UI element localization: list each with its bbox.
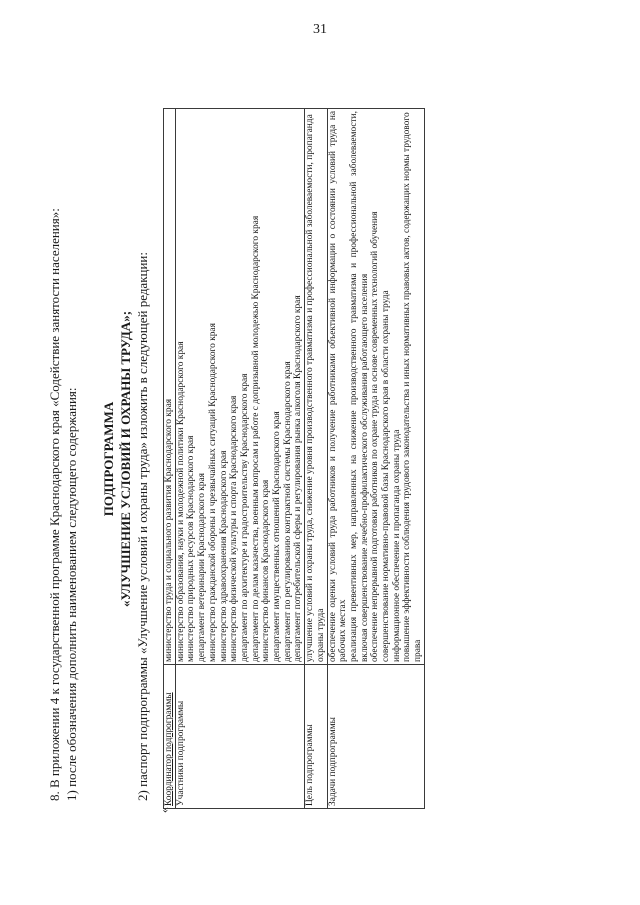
participants-label-cell — [175, 665, 304, 809]
participant-item: департамент ветеринарии Краснодарского края — [197, 473, 208, 662]
goal-value: улучшение условий и охраны труда, снижение уровня производственного травматизма и профессиональной заболеваемости, пропаганда охраны труда — [305, 114, 326, 662]
table-row-goal — [305, 109, 327, 809]
participant-item: департамент по регулированию контрактной системы Краснодарского края — [282, 361, 293, 662]
participant-item: министерство физической культуры и спорта Краснодарского края — [229, 395, 240, 662]
participants-label: Участники подпрограммы — [175, 700, 186, 806]
table-row-coordinator — [164, 109, 176, 809]
tasks-value-cell — [327, 109, 424, 665]
task-item: повышение эффективности соблюдения трудового законодательства и иных нормативных правовых актов, содержащих нормы трудового права — [402, 112, 424, 662]
task-item: совершенствование нормативно-правовой базы Краснодарского края в области охраны труда — [381, 290, 392, 662]
tasks-label: Задачи подпрограммы — [327, 717, 338, 806]
page-number: 31 — [313, 22, 327, 37]
participant-item: департамент по архитектуре и градостроительству Краснодарского края — [239, 373, 250, 662]
opening-quote: « — [157, 807, 171, 813]
task-item: обеспечение непрерывной подготовки работников по охране труда на основе современных технологий обучения — [370, 211, 381, 662]
task-item: реализация превентивных мер, направленных на снижение производственного травматизма и профессиональной заболеваемости, включая совершенствование лечебно-профилактического обслуживания работающего населения — [348, 111, 370, 662]
participant-item: департамент потребительской сферы и регулирования рынка алкоголя Краснодарского края — [293, 295, 304, 662]
table-row-tasks — [327, 109, 424, 809]
participant-item: департамент имущественных отношений Краснодарского края — [272, 411, 283, 662]
coordinator-value: министерство труда и социального развития Краснодарского края — [164, 398, 174, 662]
subprogram-heading: ПОДПРОГРАММА — [101, 401, 116, 517]
participant-item: министерство финансов Краснодарского края — [261, 479, 272, 662]
tasks-label-cell — [327, 665, 424, 809]
participants-value-cell — [175, 109, 304, 665]
participant-item: министерство образования, науки и молодежной политики Краснодарского края — [175, 341, 186, 662]
participant-item: департамент по делам казачества, военным вопросам и работе с допризывной молодежью Краснодарского края — [250, 215, 261, 662]
participant-item: министерство гражданской обороны и чрезвычайных ситуаций Краснодарского края — [207, 323, 218, 662]
task-item: обеспечение оценки условий труда работников и получение работниками объективной информации о состоянии условий труда на рабочих местах — [327, 111, 349, 662]
subprogram-passport-table — [163, 108, 425, 809]
amendment-item-8: 8. В приложении 4 к государственной программе Краснодарского края «Содействие занятости населения»: — [47, 208, 62, 801]
amendment-subitem-1: 1) после обозначения дополнить наименованием следующего содержания: — [64, 387, 79, 801]
amendment-subitem-2: 2) паспорт подпрограммы «Улучшение условий и охраны труда» изложить в следующей редакции: — [135, 252, 150, 801]
participant-item: министерство природных ресурсов Краснодарского края — [186, 435, 197, 662]
coordinator-label: Координатор подпрограммы — [164, 692, 174, 806]
goal-label-cell — [305, 665, 327, 809]
table-row-participants — [175, 109, 304, 809]
task-item: информационное обеспечение и пропаганда охраны труда — [391, 429, 402, 662]
subprogram-title: «УЛУЧШЕНИЕ УСЛОВИЙ И ОХРАНЫ ТРУДА»; — [118, 310, 133, 608]
coordinator-label-cell — [164, 665, 176, 809]
coordinator-value-cell — [164, 109, 176, 665]
participant-item: министерство здравоохранения Краснодарского края — [218, 450, 229, 662]
rotated-document-body — [45, 95, 605, 815]
goal-value-cell — [305, 109, 327, 665]
goal-label: Цель подпрограммы — [305, 724, 316, 806]
